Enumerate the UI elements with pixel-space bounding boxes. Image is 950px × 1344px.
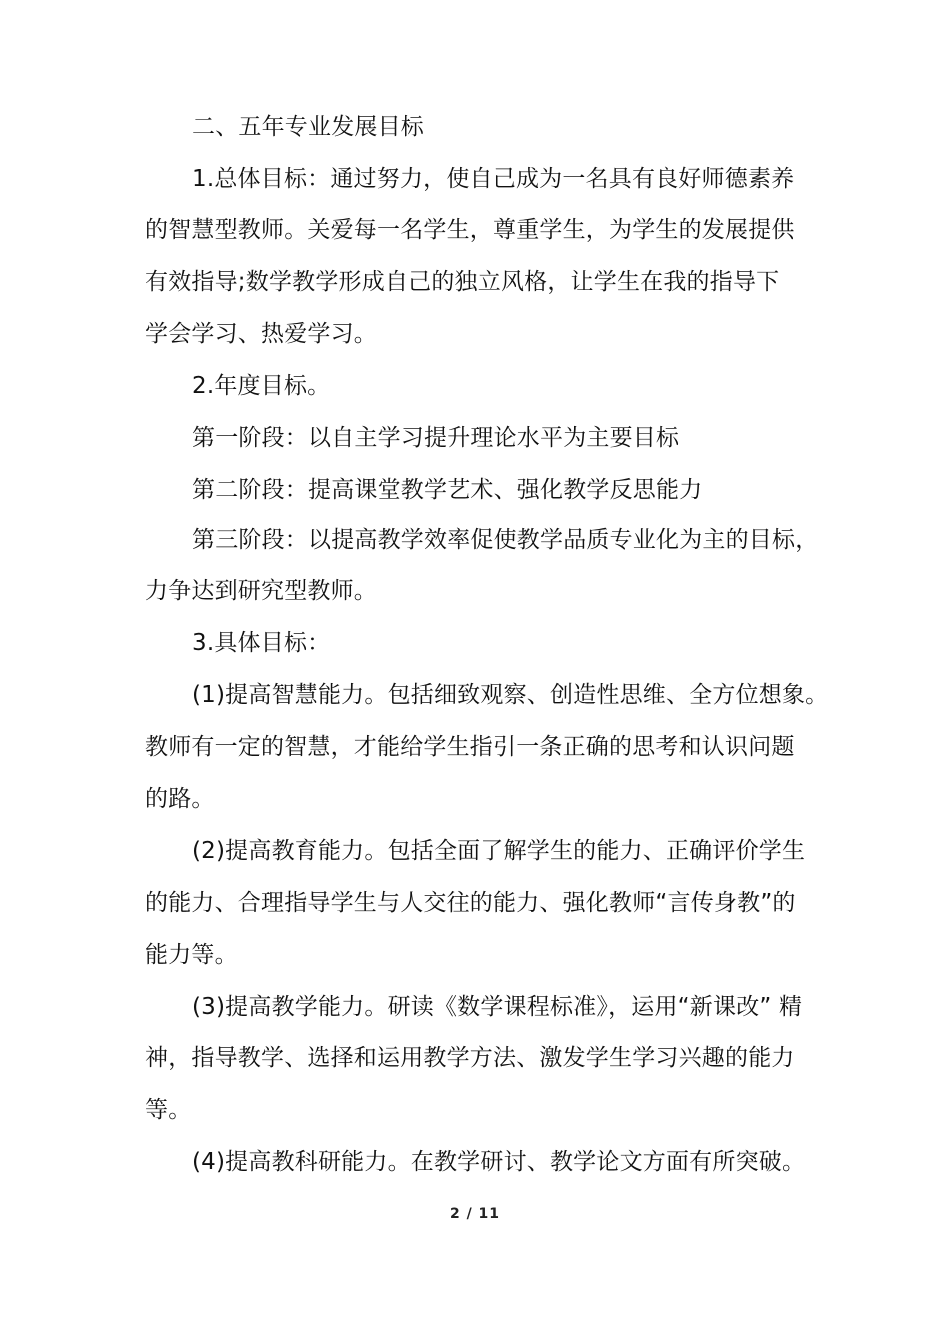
paragraph-line: 3.具体目标： <box>192 630 331 656</box>
paragraph-line: (1)提高智慧能力。包括细致观察、创造性思维、全方位想象。 <box>192 682 829 708</box>
paragraph-line: 2.年度目标。 <box>192 373 331 399</box>
paragraph-line: 有效指导;数学教学形成自己的独立风格，让学生在我的指导下 <box>145 269 780 295</box>
paragraph-line: 的智慧型教师。关爱每一名学生，尊重学生，为学生的发展提供 <box>145 217 795 243</box>
paragraph-line: 能力等。 <box>145 942 238 968</box>
paragraph-line: (2)提高教育能力。包括全面了解学生的能力、正确评价学生 <box>192 838 806 864</box>
paragraph-line: 力争达到研究型教师。 <box>145 578 377 604</box>
paragraph-line: (3)提高教学能力。研读《数学课程标准》，运用“新课改” 精 <box>192 994 803 1020</box>
paragraph-line: 学会学习、热爱学习。 <box>145 321 377 347</box>
paragraph-line: (4)提高教科研能力。在教学研讨、教学论文方面有所突破。 <box>192 1149 806 1175</box>
paragraph-line: 的能力、合理指导学生与人交往的能力、强化教师“言传身教”的 <box>145 890 796 916</box>
paragraph-line: 的路。 <box>145 786 215 812</box>
paragraph-line: 等。 <box>145 1097 192 1123</box>
paragraph-line: 教师有一定的智慧，才能给学生指引一条正确的思考和认识问题 <box>145 734 795 760</box>
paragraph-line: 第一阶段：以自主学习提升理论水平为主要目标 <box>192 425 680 451</box>
paragraph-line: 第三阶段：以提高教学效率促使教学品质专业化为主的目标， <box>192 527 819 553</box>
page-number: 2 / 11 <box>449 1206 501 1222</box>
paragraph-line: 神，指导教学、选择和运用教学方法、激发学生学习兴趣的能力 <box>145 1045 795 1071</box>
paragraph-line: 1.总体目标：通过努力，使自己成为一名具有良好师德素养 <box>192 166 795 192</box>
section-heading: 二、五年专业发展目标 <box>192 114 424 140</box>
paragraph-line: 第二阶段：提高课堂教学艺术、强化教学反思能力 <box>192 477 703 503</box>
